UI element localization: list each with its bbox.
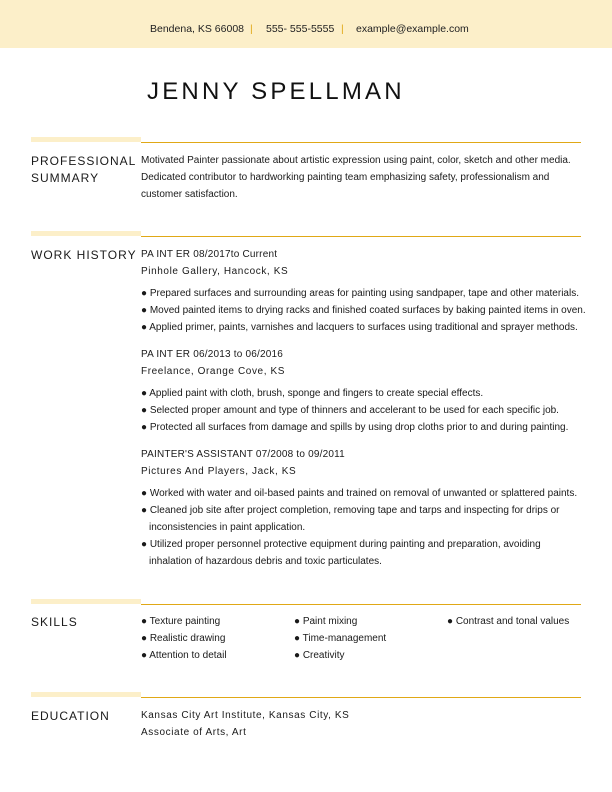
job-company: Freelance, Orange Cove, KS <box>141 366 285 377</box>
list-item: ● Selected proper amount and type of thinners and accelerant to be used for each specific job. <box>141 405 559 416</box>
list-item: ● Protected all surfaces from damage and spills by using drop cloths prior to and during painting. <box>141 422 569 433</box>
candidate-name: JENNY SPELLMAN <box>147 78 405 105</box>
section-divider <box>141 142 581 143</box>
education-title: EDUCATION <box>31 709 110 723</box>
skill-item: ● Paint mixing <box>294 616 358 627</box>
list-item: ● Applied paint with cloth, brush, sponge and fingers to create special effects. <box>141 388 484 399</box>
section-divider <box>141 697 581 698</box>
skills-column <box>141 613 227 664</box>
section-divider <box>141 236 581 237</box>
section-tab <box>31 231 141 236</box>
job-bullets <box>141 385 568 436</box>
section-tab <box>31 692 141 697</box>
skill-item: ● Creativity <box>294 650 345 661</box>
list-item: ● Moved painted items to drying racks and finished coated surfaces by baking painted items in oven. <box>141 305 586 316</box>
summary-text <box>141 152 571 203</box>
skill-item: ● Contrast and tonal values <box>447 616 570 627</box>
contact-separator: | <box>250 23 253 35</box>
job-bullets <box>141 485 577 570</box>
skill-item: ● Texture painting <box>141 616 221 627</box>
skill-item: ● Realistic drawing <box>141 633 226 644</box>
list-item: inhalation of hazardous debris and toxic particulates. <box>149 556 382 567</box>
list-item: ● Applied primer, paints, varnishes and lacquers to surfaces using traditional and sprayer methods. <box>141 322 578 333</box>
job-bullets <box>141 285 586 336</box>
list-item: ● Utilized proper personnel protective equipment during painting and preparation, avoiding <box>141 539 541 550</box>
job-title: PAINTER'S ASSISTANT 07/2008 to 09/2011 <box>141 449 345 460</box>
contact-address: Bendena, KS 66008 <box>150 23 244 35</box>
section-tab <box>31 137 141 142</box>
work-history-title: WORK HISTORY <box>31 248 137 262</box>
section-divider <box>141 604 581 605</box>
job-title: PA INT ER 08/2017to Current <box>141 249 278 260</box>
list-item: inconsistencies in paint application. <box>149 522 306 533</box>
job-company: Pinhole Gallery, Hancock, KS <box>141 266 289 277</box>
list-item: ● Worked with water and oil-based paints and trained on removal of unwanted or splattered paints. <box>141 488 578 499</box>
summary-line: customer satisfaction. <box>141 189 238 200</box>
skill-item: ● Attention to detail <box>141 650 227 661</box>
education-degree: Associate of Arts, Art <box>141 727 247 738</box>
summary-line: Dedicated contributor to hardworking painting team emphasizing safety, professionalism and <box>141 172 550 183</box>
skill-item: ● Time-management <box>294 633 387 644</box>
education-school: Kansas City Art Institute, Kansas City, KS <box>141 710 350 721</box>
list-item: ● Prepared surfaces and surrounding areas for painting using sandpaper, tape and other materials. <box>141 288 579 299</box>
list-item: ● Cleaned job site after project completion, removing tape and tarps and inspecting for drips or <box>141 505 560 516</box>
skills-title: SKILLS <box>31 615 78 629</box>
skills-column <box>447 613 569 630</box>
summary-title: PROFESSIONAL SUMMARY <box>31 154 137 185</box>
contact-separator: | <box>341 23 344 35</box>
summary-line: Motivated Painter passionate about artistic expression using paint, color, sketch and other media. <box>141 155 571 166</box>
job-title: PA INT ER 06/2013 to 06/2016 <box>141 349 283 360</box>
skills-column <box>294 613 386 664</box>
section-tab <box>31 599 141 604</box>
contact-email[interactable]: example@example.com <box>356 23 469 35</box>
job-company: Pictures And Players, Jack, KS <box>141 466 297 477</box>
contact-phone: 555- 555-5555 <box>266 23 335 35</box>
